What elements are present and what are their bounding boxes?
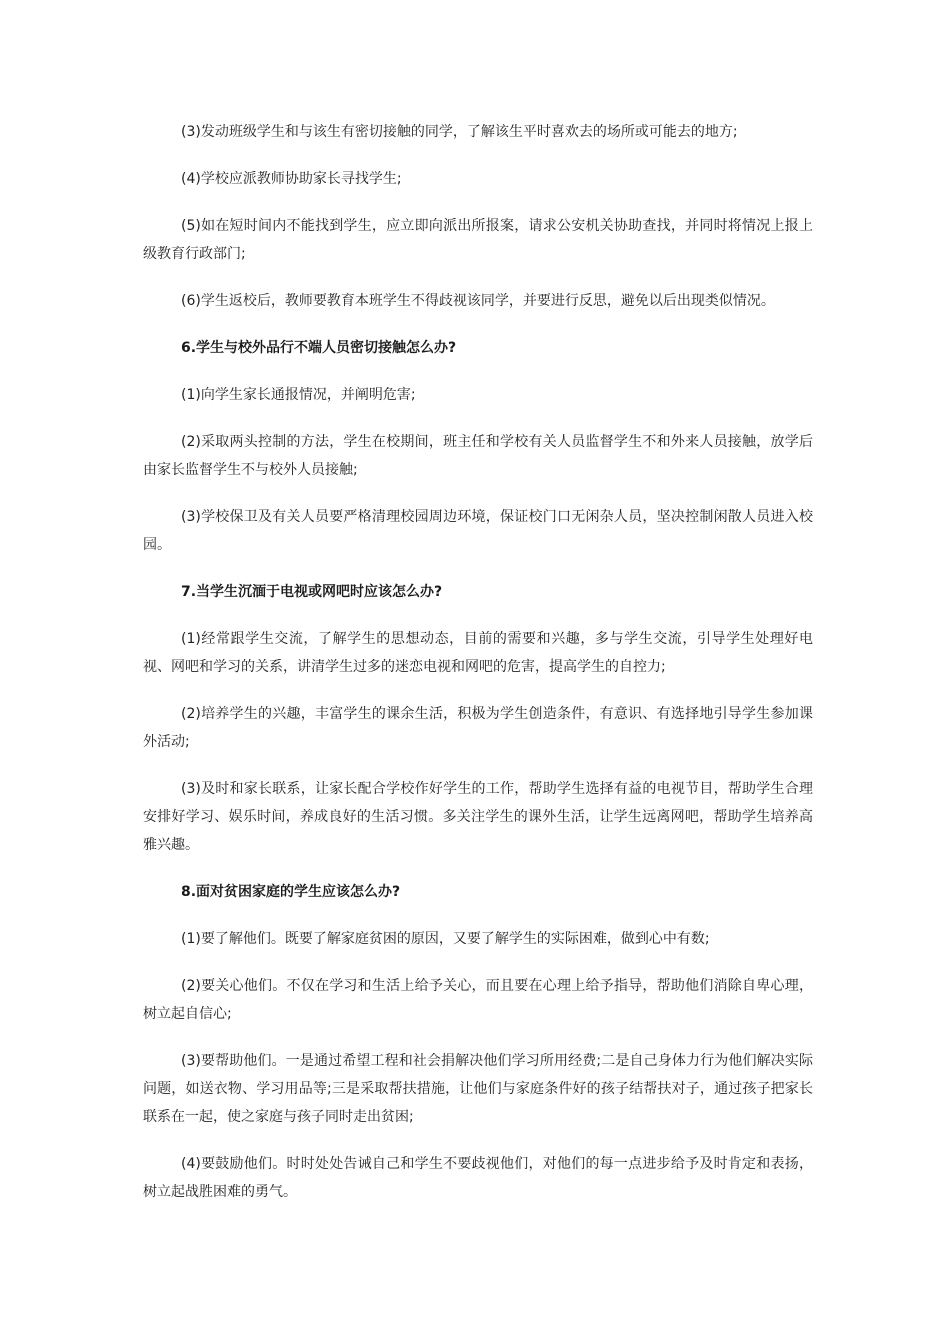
section-8-item-3: (3)要帮助他们。一是通过希望工程和社会捐解决他们学习所用经费;二是自己身体力行为他们解决实际问题，如送衣物、学习用品等;三是采取帮扶措施，让他们与家庭条件好的孩子结帮扶对子，通过孩子把家长联系在一起，使之家庭与孩子同时走出贫困;	[143, 1053, 813, 1125]
section-7-item-1: (1)经常跟学生交流，了解学生的思想动态，目前的需要和兴趣，多与学生交流，引导学生处理好电视、网吧和学习的关系，讲清学生过多的迷恋电视和网吧的危害，提高学生的自控力;	[143, 631, 813, 675]
section-8-item-4: (4)要鼓励他们。时时处处告诫自己和学生不要歧视他们，对他们的每一点进步给予及时肯定和表扬，树立起战胜困难的勇气。	[143, 1156, 813, 1200]
section-6-item-1: (1)向学生家长通报情况，并阐明危害;	[181, 387, 416, 403]
section-8-item-2: (2)要关心他们。不仅在学习和生活上给予关心，而且要在心理上给予指导，帮助他们消除自卑心理，树立起自信心;	[143, 978, 813, 1022]
paragraph-6-return-school: (6)学生返校后，教师要教育本班学生不得歧视该同学，并要进行反思，避免以后出现类似情况。	[181, 293, 775, 309]
section-heading-7: 7.当学生沉湎于电视或网吧时应该怎么办?	[181, 584, 443, 600]
paragraph-4-teacher-help: (4)学校应派教师协助家长寻找学生;	[181, 171, 402, 187]
section-heading-8: 8.面对贫困家庭的学生应该怎么办?	[181, 884, 401, 900]
paragraph-3-classmates: (3)发动班级学生和与该生有密切接触的同学，了解该生平时喜欢去的场所或可能去的地方;	[181, 124, 738, 140]
section-7-item-3: (3)及时和家长联系，让家长配合学校作好学生的工作，帮助学生选择有益的电视节目，帮助学生合理安排好学习、娱乐时间，养成良好的生活习惯。多关注学生的课外生活，让学生远离网吧，帮助学生培养高雅兴趣。	[143, 781, 813, 853]
section-heading-6: 6.学生与校外品行不端人员密切接触怎么办?	[181, 340, 457, 356]
paragraph-5-police-report: (5)如在短时间内不能找到学生，应立即向派出所报案，请求公安机关协助查找，并同时将情况上报上级教育行政部门;	[143, 218, 813, 262]
document-page	[143, 118, 813, 1225]
section-6-item-2: (2)采取两头控制的方法，学生在校期间，班主任和学校有关人员监督学生不和外来人员接触，放学后由家长监督学生不与校外人员接触;	[143, 434, 813, 478]
section-7-item-2: (2)培养学生的兴趣，丰富学生的课余生活，积极为学生创造条件，有意识、有选择地引导学生参加课外活动;	[143, 706, 813, 750]
section-8-item-1: (1)要了解他们。既要了解家庭贫困的原因，又要了解学生的实际困难，做到心中有数;	[181, 931, 710, 947]
section-6-item-3: (3)学校保卫及有关人员要严格清理校园周边环境，保证校门口无闲杂人员，坚决控制闲散人员进入校园。	[143, 509, 813, 553]
